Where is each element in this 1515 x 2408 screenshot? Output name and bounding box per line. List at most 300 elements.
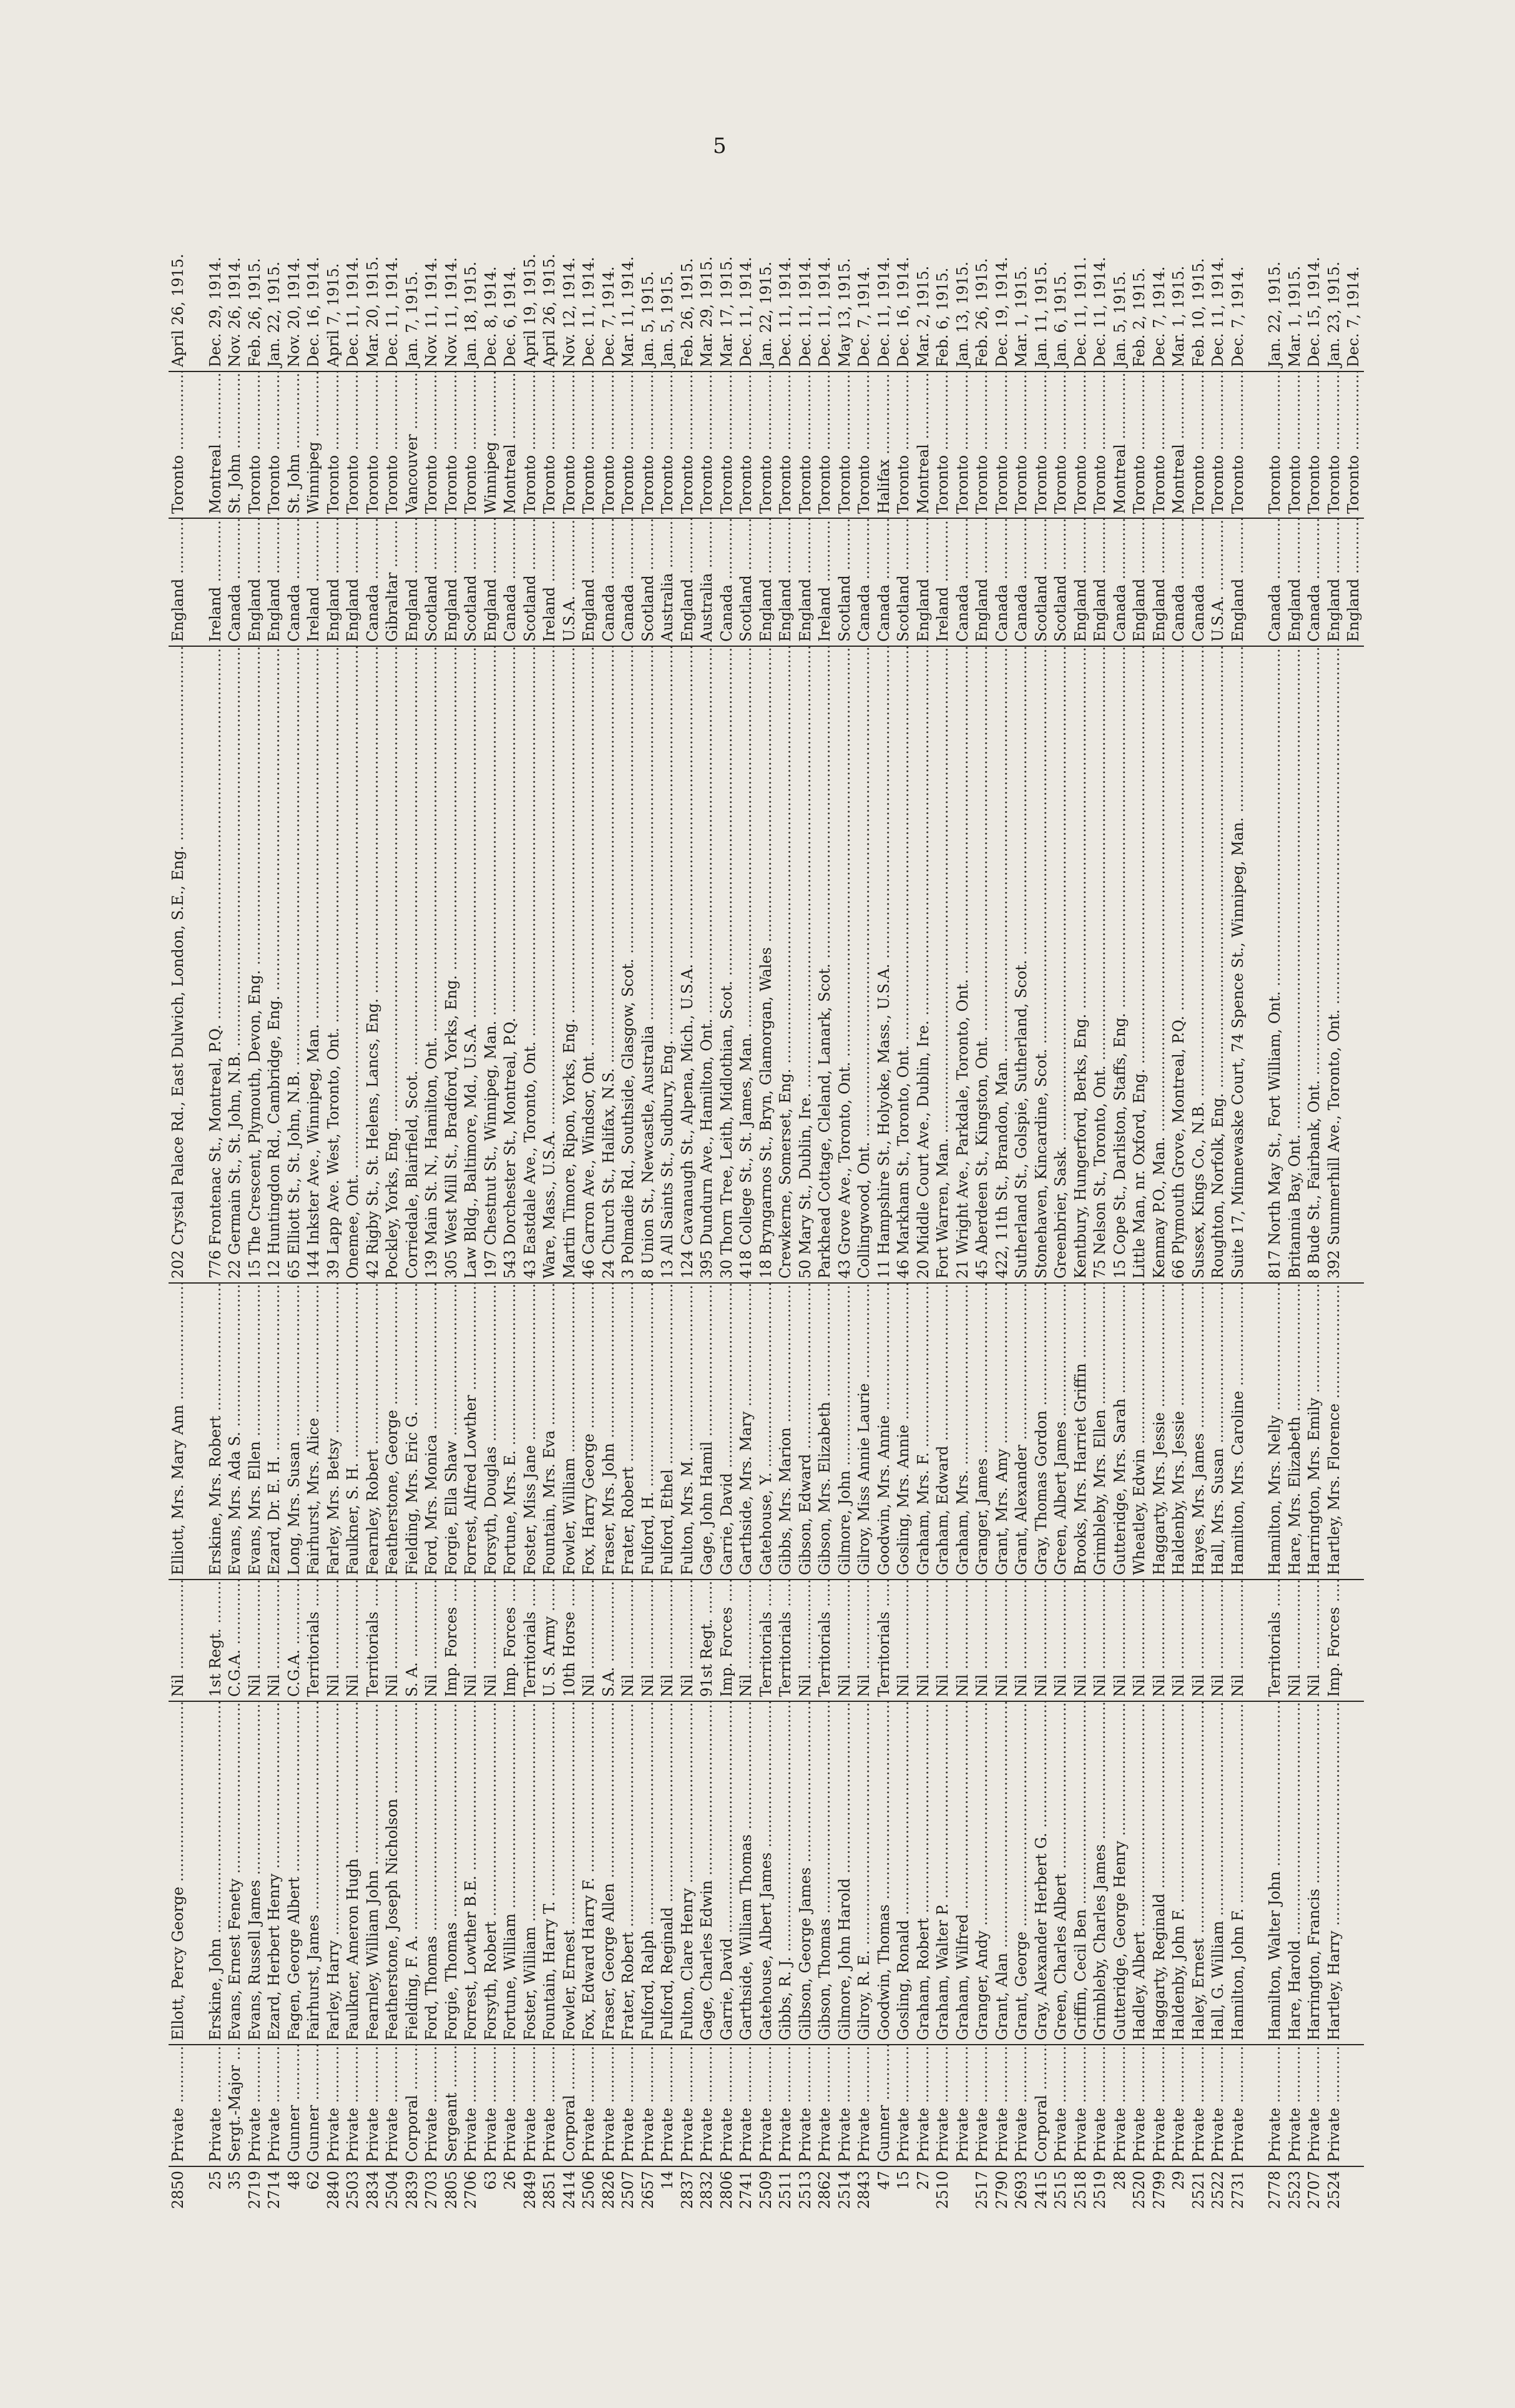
table-row <box>304 190 324 2226</box>
soldier-name-cell: Featherstone, Joseph Nicholson ..... <box>383 1701 401 2040</box>
rank-cell: Corporal ..... <box>1032 2045 1050 2162</box>
birth-country-cell: England ..... <box>1345 518 1362 642</box>
next-of-kin-cell: Evans, Mrs. Ada S. ..... <box>226 1283 243 1575</box>
enlistment-place-cell: Montreal ..... <box>1170 371 1187 514</box>
regimental-number-cell: 2524 <box>1325 2171 1343 2209</box>
next-of-kin-address-cell: 43 Eastdale Ave., Toronto, Ont. ..... <box>521 646 539 1279</box>
next-of-kin-cell: Fairhurst, Mrs. Alice ..... <box>305 1283 322 1575</box>
next-of-kin-cell: Forsyth, Douglas ..... <box>482 1283 499 1575</box>
next-of-kin-cell: Gilmore, John ..... <box>836 1283 853 1575</box>
rank-cell: Private ..... <box>1091 2045 1109 2162</box>
enlistment-date-cell: Dec. 11, 1914. <box>875 257 893 367</box>
table-row <box>540 190 560 2226</box>
enlistment-place-cell: Toronto ..... <box>757 371 775 514</box>
former-corps-cell: Nil ..... <box>895 1580 912 1697</box>
next-of-kin-address-cell: 46 Carron Ave., Windsor, Ont. ..... <box>580 646 597 1279</box>
birth-country-cell: Canada ..... <box>1012 518 1030 642</box>
birth-country-cell: Scotland ..... <box>639 518 657 642</box>
rank-cell: Sergt.-Major ..... <box>226 2045 243 2162</box>
enlistment-date-cell: Jan. 13, 1915. <box>953 261 971 367</box>
enlistment-date-cell: Jan. 18, 1915. <box>462 261 479 367</box>
soldier-name-cell: Ford, Thomas ..... <box>423 1701 440 2040</box>
rank-cell: Private ..... <box>797 2045 814 2162</box>
regimental-number-cell: 2518 <box>1071 2171 1089 2209</box>
enlistment-date-cell: Dec. 11, 1911. <box>1071 257 1089 367</box>
regimental-number-cell: 2706 <box>462 2171 479 2209</box>
former-corps-cell: Imp. Forces ..... <box>443 1580 460 1697</box>
rank-cell: Private ..... <box>757 2045 775 2162</box>
table-row <box>973 190 993 2226</box>
enlistment-date-cell: Mar. 1, 1915. <box>1170 265 1187 367</box>
birth-country-cell: England ..... <box>973 518 991 642</box>
birth-country-cell: England ..... <box>1072 518 1089 642</box>
table-row <box>481 190 501 2226</box>
regimental-number-cell: 2657 <box>639 2171 657 2209</box>
regimental-number-cell: 2703 <box>423 2171 440 2209</box>
former-corps-cell: Nil ..... <box>246 1580 263 1697</box>
next-of-kin-address-cell: Sutherland St., Golspie, Sutherland, Scot. ..... <box>1012 646 1030 1279</box>
birth-country-cell: Canada ..... <box>1170 518 1187 642</box>
next-of-kin-cell: Fulford, Ethel ..... <box>659 1283 676 1575</box>
enlistment-place-cell: Toronto ..... <box>934 371 951 514</box>
regimental-number-cell: 2839 <box>403 2171 421 2209</box>
enlistment-place-cell: Toronto ..... <box>1325 371 1343 514</box>
table-row <box>285 190 305 2226</box>
enlistment-date-cell: Dec. 11, 1914. <box>777 257 794 367</box>
regimental-number-cell: 2837 <box>678 2171 696 2209</box>
regimental-number-cell: 35 <box>226 2171 243 2190</box>
birth-country-cell: Canada ..... <box>993 518 1011 642</box>
soldier-name-cell: Grimbleby, Charles James ..... <box>1091 1701 1109 2040</box>
next-of-kin-address-cell: Roughton, Norfolk, Eng. ..... <box>1209 646 1227 1279</box>
former-corps-cell: C.G.A. ..... <box>285 1580 303 1697</box>
table-row <box>737 190 757 2226</box>
rank-cell: Private ..... <box>1072 2045 1089 2162</box>
rank-cell: Private ..... <box>541 2045 558 2162</box>
enlistment-place-cell: Toronto ..... <box>1150 371 1168 514</box>
birth-country-cell: England ..... <box>443 518 460 642</box>
next-of-kin-cell: Grimbleby, Mrs. Ellen ..... <box>1091 1283 1109 1575</box>
birth-country-cell: Canada ..... <box>855 518 873 642</box>
next-of-kin-address-cell: 66 Plymouth Grove, Montreal, P.Q. ..... <box>1170 646 1187 1279</box>
soldier-name-cell: Gibbs, R. J. ..... <box>777 1701 794 2040</box>
birth-country-cell: Gibraltar ..... <box>383 518 401 642</box>
soldier-name-cell: Faulkner, Ameron Hugh ..... <box>344 1701 361 2040</box>
next-of-kin-address-cell: 43 Grove Ave., Toronto, Ont. ..... <box>836 646 853 1279</box>
table-row <box>521 190 541 2226</box>
birth-country-cell: England ..... <box>797 518 814 642</box>
regimental-number-cell: 2523 <box>1285 2171 1303 2209</box>
next-of-kin-address-cell: Kenmay P.O., Man. ..... <box>1150 646 1168 1279</box>
next-of-kin-address-cell: 15 Cope St., Darliston, Staffs, Eng. ..... <box>1111 646 1129 1279</box>
enlistment-date-cell: Dec. 11, 1914. <box>816 257 833 367</box>
next-of-kin-cell: Garthside, Mrs. Mary ..... <box>737 1283 755 1575</box>
table-row <box>225 190 245 2226</box>
next-of-kin-address-cell: Kentbury, Hungerford, Berks, Eng. ..... <box>1072 646 1089 1279</box>
rank-cell: Private ..... <box>1325 2045 1343 2162</box>
next-of-kin-cell: Faulkner, S. H. ..... <box>344 1283 361 1575</box>
next-of-kin-cell: Garrie, David ..... <box>718 1283 735 1575</box>
enlistment-date-cell: Dec. 7, 1914. <box>855 266 873 367</box>
regimental-number-cell: 2503 <box>344 2171 361 2209</box>
enlistment-date-cell: Jan. 22, 1915. <box>757 261 775 367</box>
former-corps-cell: Nil ..... <box>1305 1580 1323 1697</box>
enlistment-place-cell: Toronto ..... <box>1286 371 1303 514</box>
table-row <box>894 190 914 2226</box>
enlistment-date-cell: Jan. 22, 1915. <box>265 261 283 367</box>
former-corps-cell: Nil ..... <box>836 1580 853 1697</box>
regimental-number-cell: 47 <box>875 2171 893 2190</box>
rank-cell: Private ..... <box>501 2045 519 2162</box>
next-of-kin-cell: Graham, Mrs. ..... <box>954 1283 971 1575</box>
rank-cell: Private ..... <box>1170 2045 1187 2162</box>
enlistment-date-cell: Feb. 26, 1915. <box>973 258 991 367</box>
next-of-kin-cell: Green, Albert James ..... <box>1052 1283 1069 1575</box>
former-corps-cell: Nil ..... <box>973 1580 991 1697</box>
rank-cell: Private ..... <box>462 2045 479 2162</box>
regimental-number-cell: 2693 <box>1012 2171 1030 2209</box>
table-row <box>914 190 934 2226</box>
next-of-kin-cell: Foster, Miss Jane ..... <box>521 1283 539 1575</box>
next-of-kin-cell: Haggarty, Mrs. Jessie ..... <box>1150 1283 1168 1575</box>
enlistment-date-cell: Dec. 7, 1914. <box>1150 266 1168 367</box>
birth-country-cell: Australia ..... <box>659 518 676 642</box>
enlistment-place-cell: Winnipeg ..... <box>305 371 322 514</box>
former-corps-cell: Nil ..... <box>1150 1580 1168 1697</box>
table-row <box>363 190 383 2226</box>
enlistment-date-cell: Nov. 26, 1914. <box>226 257 243 367</box>
regimental-number-cell: 2504 <box>383 2171 401 2209</box>
former-corps-cell: Nil ..... <box>580 1580 597 1697</box>
enlistment-place-cell: Toronto ..... <box>1130 371 1148 514</box>
next-of-kin-address-cell: 395 Dundurn Ave., Hamilton, Ont. ..... <box>698 646 715 1279</box>
table-row <box>1091 190 1111 2226</box>
soldier-name-cell: Evans, Russell James ..... <box>246 1701 263 2040</box>
regimental-number-cell: 2826 <box>599 2171 617 2209</box>
next-of-kin-address-cell: Greenbrier, Sask. ..... <box>1052 646 1069 1279</box>
regimental-number-cell: 62 <box>305 2171 322 2190</box>
regimental-number-cell: 28 <box>1111 2171 1129 2190</box>
soldier-name-cell: Fielding, F. A. ..... <box>403 1701 421 2040</box>
birth-country-cell: Ireland ..... <box>207 518 224 642</box>
former-corps-cell: Nil ..... <box>1111 1580 1129 1697</box>
enlistment-date-cell: Nov. 20, 1914. <box>285 257 303 367</box>
former-corps-cell: Nil ..... <box>169 1580 187 1697</box>
table-row <box>343 190 363 2226</box>
former-corps-cell: Nil ..... <box>993 1580 1011 1697</box>
next-of-kin-cell: Fearnley, Robert ..... <box>364 1283 381 1575</box>
next-of-kin-address-cell: 45 Aberdeen St., Kingston, Ont. ..... <box>973 646 991 1279</box>
former-corps-cell: Nil ..... <box>1032 1580 1050 1697</box>
soldier-name-cell: Gosling, Ronald ..... <box>895 1701 912 2040</box>
enlistment-date-cell: Mar. 11, 1914. <box>619 256 637 367</box>
regimental-number-cell: 2731 <box>1228 2171 1247 2209</box>
roster-body <box>169 190 1364 2226</box>
next-of-kin-cell: Frater, Robert ..... <box>619 1283 637 1575</box>
next-of-kin-cell: Gibbs, Mrs. Marion ..... <box>777 1283 794 1575</box>
enlistment-date-cell: April 19, 1915. <box>521 253 539 367</box>
rank-cell: Sergeant ..... <box>443 2045 460 2162</box>
regimental-number-cell: 63 <box>481 2171 499 2190</box>
soldier-name-cell: Fraser, George Allen ..... <box>600 1701 617 2040</box>
enlistment-place-cell: Toronto ..... <box>325 371 342 514</box>
enlistment-date-cell: Mar. 29, 1915. <box>698 256 715 367</box>
enlistment-date-cell: Mar. 2, 1915. <box>914 265 932 367</box>
former-corps-cell: Nil ..... <box>344 1580 361 1697</box>
table-row <box>875 190 895 2226</box>
table-row <box>169 190 189 2226</box>
table-row <box>265 190 285 2226</box>
birth-country-cell: England ..... <box>344 518 361 642</box>
birth-country-cell: Ireland ..... <box>305 518 322 642</box>
regimental-number-cell: 2851 <box>541 2171 558 2209</box>
regimental-number-cell: 2517 <box>973 2171 991 2209</box>
birth-country-cell: Canada ..... <box>1111 518 1129 642</box>
table-row <box>835 190 855 2226</box>
soldier-name-cell: Graham, Walter P. ..... <box>934 1701 951 2040</box>
enlistment-date-cell: Feb. 2, 1915. <box>1130 267 1148 367</box>
next-of-kin-cell: Granger, James ..... <box>973 1283 991 1575</box>
soldier-name-cell: Haley, Ernest ..... <box>1190 1701 1207 2040</box>
birth-country-cell: Canada ..... <box>364 518 381 642</box>
enlistment-place-cell: Montreal ..... <box>914 371 932 514</box>
former-corps-cell: Nil ..... <box>737 1580 755 1697</box>
former-corps-cell: Nil ..... <box>1229 1580 1247 1697</box>
table-row <box>383 190 403 2226</box>
enlistment-place-cell: Toronto ..... <box>1345 371 1362 514</box>
enlistment-date-cell: Nov. 11, 1914. <box>442 257 460 367</box>
table-row <box>717 190 737 2226</box>
next-of-kin-address-cell: 776 Frontenac St., Montreal, P.Q. ..... <box>207 646 224 1279</box>
table-row <box>855 190 875 2226</box>
former-corps-cell: Nil ..... <box>462 1580 479 1697</box>
enlistment-date-cell: Dec. 16, 1914. <box>895 257 912 367</box>
table-row <box>461 190 481 2226</box>
next-of-kin-cell: Fraser, Mrs. John ..... <box>600 1283 617 1575</box>
table-row <box>245 190 265 2226</box>
rank-cell: Private ..... <box>580 2045 597 2162</box>
rank-cell: Private ..... <box>836 2045 853 2162</box>
enlistment-place-cell: Toronto ..... <box>895 371 912 514</box>
enlistment-date-cell: Dec. 11, 1914. <box>383 257 401 367</box>
rank-cell: Private ..... <box>1209 2045 1227 2162</box>
next-of-kin-address-cell: 392 Summerhill Ave., Toronto, Ont. ..... <box>1325 646 1343 1279</box>
table-row <box>1111 190 1130 2226</box>
former-corps-cell: 1st Regt. ..... <box>207 1580 224 1697</box>
birth-country-cell: England ..... <box>1286 518 1303 642</box>
rank-cell: Private ..... <box>1130 2045 1148 2162</box>
enlistment-date-cell: Feb. 26, 1915. <box>245 258 263 367</box>
table-row <box>1169 190 1189 2226</box>
next-of-kin-cell: Haldenby, Mrs. Jessie ..... <box>1170 1283 1187 1575</box>
former-corps-cell: 10th Horse ..... <box>561 1580 578 1697</box>
enlistment-date-cell: Jan. 5, 1915. <box>1111 271 1129 367</box>
table-row <box>1189 190 1209 2226</box>
rank-cell: Private ..... <box>265 2045 283 2162</box>
enlistment-date-cell: Jan. 22, 1915. <box>1266 261 1283 367</box>
birth-country-cell: England ..... <box>482 518 499 642</box>
enlistment-date-cell: Dec. 7, 1914. <box>1345 266 1362 367</box>
soldier-name-cell: Gutteridge, George Henry ..... <box>1111 1701 1129 2040</box>
regimental-number-cell: 15 <box>895 2171 912 2190</box>
rank-cell: Private ..... <box>934 2045 951 2162</box>
next-of-kin-cell: Forrest, Alfred Lowther ..... <box>462 1283 479 1575</box>
regimental-number-cell: 2522 <box>1209 2171 1227 2209</box>
table-row <box>815 190 835 2226</box>
next-of-kin-address-cell: 42 Rigby St., St. Helens, Lancs, Eng. ..... <box>364 646 381 1279</box>
regimental-number-cell: 2806 <box>717 2171 735 2209</box>
next-of-kin-address-cell: 15 The Crescent, Plymouth, Devon, Eng. ..... <box>246 646 263 1279</box>
soldier-name-cell: Erskine, John ..... <box>207 1701 224 2040</box>
enlistment-place-cell: Toronto ..... <box>698 371 715 514</box>
rank-cell: Private ..... <box>679 2045 696 2162</box>
enlistment-place-cell: Toronto ..... <box>639 371 657 514</box>
former-corps-cell: Nil ..... <box>325 1580 342 1697</box>
enlistment-date-cell: Dec. 11, 1914. <box>344 257 361 367</box>
next-of-kin-cell: Hare, Mrs. Elizabeth ..... <box>1286 1283 1303 1575</box>
birth-country-cell: Scotland ..... <box>462 518 479 642</box>
former-corps-cell: Nil ..... <box>914 1580 932 1697</box>
rank-cell: Private ..... <box>993 2045 1011 2162</box>
next-of-kin-address-cell: 11 Hampshire St., Holyoke, Mass., U.S.A. ..... <box>875 646 893 1279</box>
regimental-number-cell: 2509 <box>757 2171 775 2209</box>
former-corps-cell: Nil ..... <box>1130 1580 1148 1697</box>
birth-country-cell: England ..... <box>1229 518 1247 642</box>
rank-cell: Private ..... <box>423 2045 440 2162</box>
enlistment-place-cell: Toronto ..... <box>364 371 381 514</box>
enlistment-place-cell: Toronto ..... <box>1190 371 1207 514</box>
former-corps-cell: Nil ..... <box>1170 1580 1187 1697</box>
next-of-kin-address-cell: Onemee, Ont. ..... <box>344 646 361 1279</box>
enlistment-place-cell: St. John ..... <box>226 371 243 514</box>
enlistment-place-cell: Halifax ..... <box>875 371 893 514</box>
rank-cell: Private ..... <box>1150 2045 1168 2162</box>
soldier-name-cell: Fowler, Ernest ..... <box>561 1701 578 2040</box>
soldier-name-cell: Hall, G. William ..... <box>1209 1701 1227 2040</box>
rank-cell: Private ..... <box>521 2045 539 2162</box>
birth-country-cell: Scotland ..... <box>1032 518 1050 642</box>
soldier-name-cell: Grant, Alan ..... <box>993 1701 1011 2040</box>
former-corps-cell: Nil ..... <box>1091 1580 1109 1697</box>
former-corps-cell: S. A. ..... <box>403 1580 421 1697</box>
next-of-kin-cell: Fortune, Mrs. E. ..... <box>501 1283 519 1575</box>
enlistment-place-cell: Toronto ..... <box>836 371 853 514</box>
soldier-name-cell: Hartley, Harry ..... <box>1325 1701 1343 2040</box>
rank-cell: Private ..... <box>207 2045 224 2162</box>
next-of-kin-address-cell: Stonehaven, Kincardine, Scot. ..... <box>1032 646 1050 1279</box>
next-of-kin-address-cell: Fort Warren, Man. ..... <box>934 646 951 1279</box>
next-of-kin-cell: Long, Mrs. Susan ..... <box>285 1283 303 1575</box>
rank-cell: Private ..... <box>718 2045 735 2162</box>
regimental-number-cell: 2513 <box>796 2171 814 2209</box>
birth-country-cell: England ..... <box>777 518 794 642</box>
rank-cell: Private ..... <box>482 2045 499 2162</box>
enlistment-place-cell: Toronto ..... <box>718 371 735 514</box>
next-of-kin-address-cell: 46 Markham St., Toronto, Ont. ..... <box>895 646 912 1279</box>
rank-cell: Private ..... <box>954 2045 971 2162</box>
rank-cell: Private ..... <box>973 2045 991 2162</box>
table-row <box>639 190 659 2226</box>
birth-country-cell: Canada ..... <box>1190 518 1207 642</box>
table-row <box>501 190 521 2226</box>
next-of-kin-cell: Harrington, Mrs. Emily ..... <box>1305 1283 1323 1575</box>
next-of-kin-address-cell: 124 Cavanaugh St., Alpena, Mich., U.S.A. ..... <box>679 646 696 1279</box>
birth-country-cell: Ireland ..... <box>816 518 833 642</box>
next-of-kin-cell: Gage, John Hamil ..... <box>698 1283 715 1575</box>
rotated-roster-table <box>169 190 1362 2226</box>
soldier-name-cell: Garthside, William Thomas ..... <box>737 1701 755 2040</box>
next-of-kin-address-cell: 817 North May St., Fort William, Ont. ..... <box>1266 646 1283 1279</box>
enlistment-place-cell: Toronto ..... <box>600 371 617 514</box>
next-of-kin-address-cell: 12 Huntingdon Rd., Cambridge, Eng. ..... <box>265 646 283 1279</box>
birth-country-cell: Scotland ..... <box>1052 518 1069 642</box>
next-of-kin-address-cell: Law Bldg., Baltimore, Md., U.S.A. ..... <box>462 646 479 1279</box>
former-corps-cell: U. S. Army ..... <box>541 1580 558 1697</box>
next-of-kin-address-cell: 13 All Saints St., Sudbury, Eng. ..... <box>659 646 676 1279</box>
enlistment-date-cell: Dec. 11, 1914. <box>796 257 814 367</box>
rank-cell: Private ..... <box>1229 2045 1247 2162</box>
enlistment-place-cell: Toronto ..... <box>541 371 558 514</box>
regimental-number-cell: 2521 <box>1189 2171 1207 2209</box>
soldier-name-cell: Farley, Harry ..... <box>325 1701 342 2040</box>
enlistment-place-cell: Toronto ..... <box>443 371 460 514</box>
enlistment-place-cell: Toronto ..... <box>1012 371 1030 514</box>
rank-cell: Private ..... <box>619 2045 637 2162</box>
birth-country-cell: Canada ..... <box>1266 518 1283 642</box>
enlistment-date-cell: Feb. 10, 1915. <box>1189 258 1207 367</box>
next-of-kin-address-cell: 543 Dorchester St., Montreal, P.Q. ..... <box>501 646 519 1279</box>
regimental-number-cell: 2415 <box>1032 2171 1050 2209</box>
soldier-name-cell: Gilmore, John Harold ..... <box>836 1701 853 2040</box>
next-of-kin-cell: Hamilton, Mrs. Nelly ..... <box>1266 1283 1283 1575</box>
enlistment-date-cell: April 26, 1915. <box>541 253 558 367</box>
next-of-kin-address-cell: 65 Elliott St., St. John, N.B. ..... <box>285 646 303 1279</box>
regimental-number-cell: 2520 <box>1130 2171 1148 2209</box>
soldier-name-cell: Ellott, Percy George ..... <box>169 1701 187 2040</box>
soldier-name-cell: Gray, Alexander Herbert G. ..... <box>1032 1701 1050 2040</box>
birth-country-cell: Canada ..... <box>285 518 303 642</box>
rank-cell: Private ..... <box>1052 2045 1069 2162</box>
next-of-kin-cell: Forgie, Ella Shaw ..... <box>443 1283 460 1575</box>
enlistment-place-cell: Toronto ..... <box>1052 371 1069 514</box>
soldier-name-cell: Fulford, Reginald ..... <box>659 1701 676 2040</box>
next-of-kin-address-cell: 8 Bude St., Fairbank, Ont. ..... <box>1305 646 1323 1279</box>
enlistment-date-cell: Jan. 23, 1915. <box>1325 261 1343 367</box>
table-row <box>1228 190 1248 2226</box>
soldier-name-cell: Evans, Ernest Fenety ..... <box>226 1701 243 2040</box>
next-of-kin-cell: Fulford, H. ..... <box>639 1283 657 1575</box>
regimental-number-cell: 2832 <box>698 2171 715 2209</box>
birth-country-cell: Canada ..... <box>600 518 617 642</box>
soldier-name-cell: Fox, Edward Harry F. ..... <box>580 1701 597 2040</box>
birth-country-cell: England ..... <box>679 518 696 642</box>
table-row <box>1344 190 1364 2226</box>
birth-country-cell: Ireland ..... <box>934 518 951 642</box>
soldier-name-cell: Forrest, Lowther B.E. ..... <box>462 1701 479 2040</box>
enlistment-place-cell: Montreal ..... <box>207 371 224 514</box>
rank-cell: Private ..... <box>364 2045 381 2162</box>
former-corps-cell: Nil ..... <box>1072 1580 1089 1697</box>
table-row <box>1248 190 1285 2226</box>
next-of-kin-address-cell: 21 Wright Ave., Parkdale, Toronto, Ont. ..... <box>954 646 971 1279</box>
birth-country-cell: Canada ..... <box>718 518 735 642</box>
table-row <box>933 190 953 2226</box>
enlistment-date-cell: Dec. 11, 1914. <box>737 257 755 367</box>
enlistment-place-cell: Toronto ..... <box>1072 371 1089 514</box>
enlistment-place-cell: Toronto ..... <box>462 371 479 514</box>
regimental-number-cell: 2511 <box>777 2171 794 2209</box>
former-corps-cell: Nil ..... <box>934 1580 951 1697</box>
